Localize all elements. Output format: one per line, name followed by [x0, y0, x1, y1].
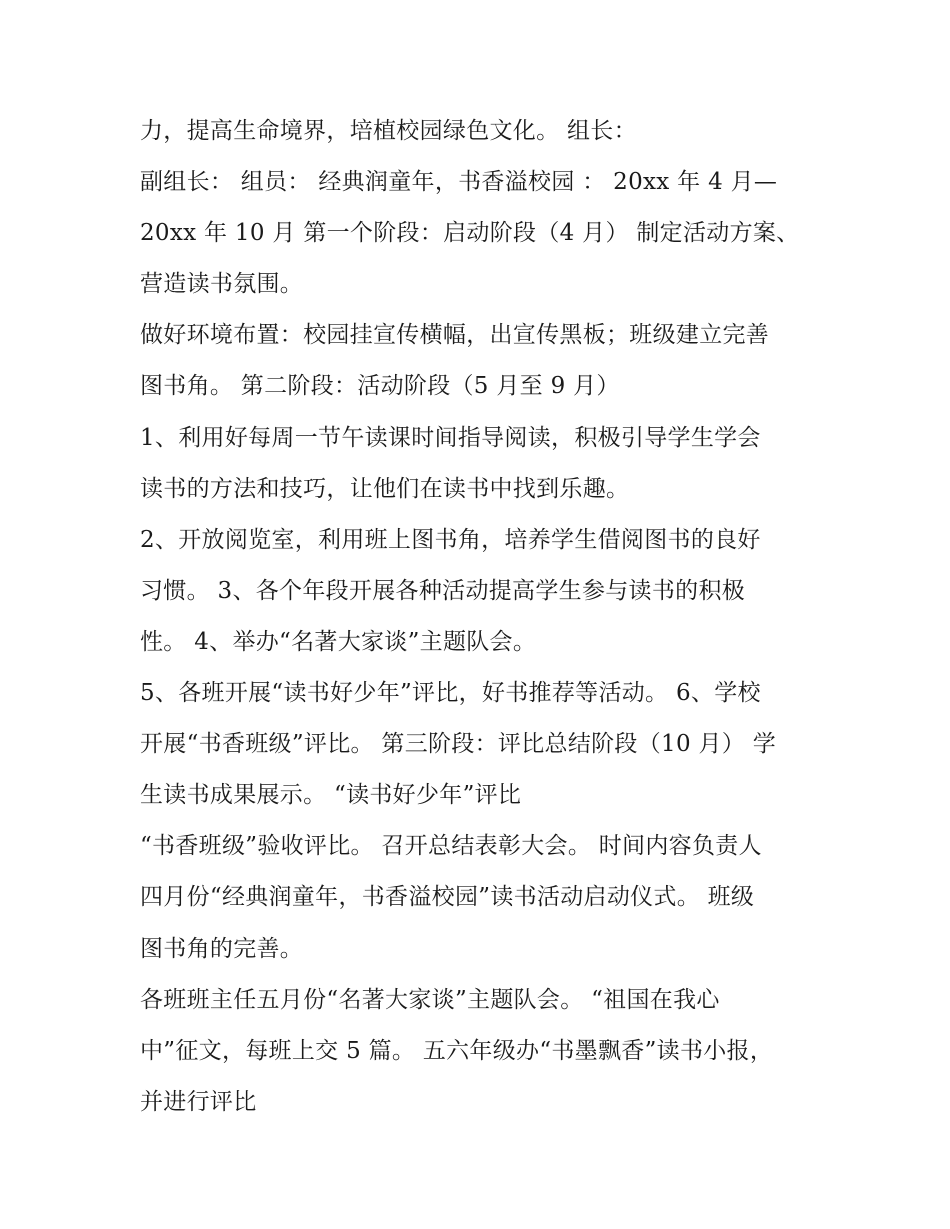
- text-line: 做好环境布置：校园挂宣传横幅，出宣传黑板；班级建立完善: [140, 322, 770, 349]
- text-line: 20xx 年 10 月 第一个阶段：启动阶段（4 月） 制定活动方案、: [140, 220, 800, 247]
- text-line: 性。 4、举办“名著大家谈”主题队会。: [140, 628, 537, 655]
- text-line: 开展“书香班级”评比。 第三阶段：评比总结阶段（10 月） 学: [140, 731, 777, 758]
- text-line: 图书角。 第二阶段：活动阶段（5 月至 9 月）: [140, 373, 620, 400]
- text-line: 1、利用好每周一节午读课时间指导阅读，积极引导学生学会: [140, 424, 761, 451]
- text-line: 习惯。 3、各个年段开展各种活动提高学生参与读书的积极: [140, 577, 746, 604]
- text-line: 各班班主任五月份“名著大家谈”主题队会。 “祖国在我心: [140, 986, 720, 1013]
- text-line: 力，提高生命境界，培植校园绿色文化。 组长：: [140, 118, 637, 144]
- text-line: 中”征文，每班上交 5 篇。 五六年级办“书墨飘香”读书小报，: [140, 1037, 774, 1064]
- text-line: 2、开放阅览室，利用班上图书角，培养学生借阅图书的良好: [140, 526, 761, 553]
- text-line: 5、各班开展“读书好少年”评比，好书推荐等活动。 6、学校: [140, 680, 761, 707]
- text-line: “书香班级”验收评比。 召开总结表彰大会。 时间内容负责人: [140, 833, 762, 860]
- document-body: [140, 106, 840, 1128]
- text-line: 图书角的完善。: [140, 935, 304, 962]
- text-line: 营造读书氛围。: [140, 271, 304, 298]
- text-line: 四月份“经典润童年，书香溢校园”读书活动启动仪式。 班级: [140, 884, 755, 911]
- text-line: 并进行评比: [140, 1088, 257, 1115]
- text-line: 生读书成果展示。 “读书好少年”评比: [140, 782, 522, 809]
- text-line: 读书的方法和技巧，让他们在读书中找到乐趣。: [140, 475, 630, 502]
- text-line: 副组长： 组员： 经典润童年，书香溢校园 ： 20xx 年 4 月—: [140, 169, 778, 196]
